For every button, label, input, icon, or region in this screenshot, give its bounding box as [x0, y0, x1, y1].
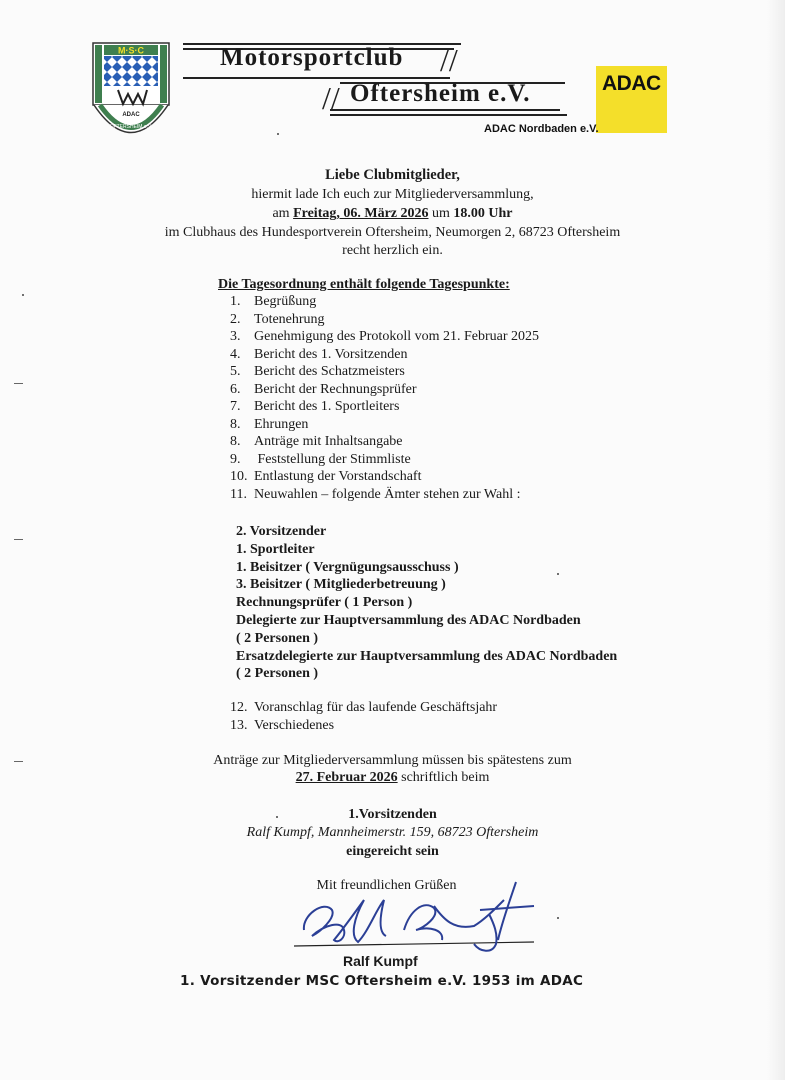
motions-line1: Anträge zur Mitgliederversammlung müssen bis spätestens zum: [213, 753, 572, 768]
agenda-list-continued: [230, 699, 497, 735]
margin-mark: [14, 383, 23, 384]
scan-dot: [557, 917, 559, 919]
adac-region: ADAC Nordbaden e.V.: [484, 123, 599, 135]
office-item: Delegierte zur Hauptversammlung des ADAC Nordbaden: [236, 612, 581, 628]
time-prefix: um: [432, 206, 450, 221]
greeting: Liebe Clubmitglieder,: [325, 167, 460, 183]
offices-list: [236, 523, 617, 683]
recipient-address: Ralf Kumpf, Mannheimerstr. 159, 68723 Oftersheim: [246, 825, 539, 840]
agenda-item: 4. Bericht des 1. Vorsitzenden: [230, 346, 408, 362]
date-prefix: am: [272, 206, 290, 221]
agenda-item: 8. Anträge mit Inhaltsangabe: [230, 434, 403, 449]
agenda-list: [230, 293, 539, 503]
office-item: Rechnungsprüfer ( 1 Person ): [236, 595, 413, 611]
title-rule-mid: [183, 77, 450, 79]
title-slash-1: //: [440, 42, 458, 78]
agenda-item: 7. Bericht des 1. Sportleiters: [230, 399, 400, 414]
msc-club-logo: [92, 42, 170, 142]
office-item: ( 2 Personen ): [236, 666, 319, 682]
club-name-line1: Motorsportclub: [220, 44, 404, 71]
invitation-date-line: [0, 205, 785, 222]
title-rule-bottom2: [330, 114, 567, 116]
club-name-line2: Oftersheim e.V.: [350, 80, 531, 107]
signer-name: Ralf Kumpf: [343, 953, 418, 969]
invitation-line1: hiermit lade Ich euch zur Mitgliederversammlung,: [251, 187, 534, 202]
agenda-item: 9. Feststellung der Stimmliste: [230, 451, 411, 467]
agenda-item: 11. Neuwahlen – folgende Ämter stehen zur Wahl :: [230, 486, 521, 502]
adac-logo: [596, 66, 667, 133]
handwritten-signature: [284, 870, 544, 960]
agenda-item: 10. Entlastung der Vorstandschaft: [230, 469, 422, 484]
page-edge: [767, 0, 785, 1080]
office-item: Ersatzdelegierte zur Hauptversammlung des ADAC Nordbaden: [236, 648, 618, 664]
office-item: 1. Sportleiter: [236, 541, 315, 557]
submitted-text: eingereicht sein: [346, 844, 439, 859]
adac-logo-text: ADAC: [602, 72, 661, 95]
signer-title: 1. Vorsitzender MSC Oftersheim e.V. 1953 im ADAC: [180, 973, 584, 989]
meeting-time: 18.00 Uhr: [453, 206, 513, 221]
agenda-item: 6. Bericht der Rechnungsprüfer: [230, 381, 417, 397]
agenda-item: 13. Verschiedenes: [230, 718, 335, 733]
motions-deadline-line: [0, 769, 785, 786]
agenda-item: 5. Bericht des Schatzmeisters: [230, 364, 405, 379]
agenda-item: 3. Genehmigung des Protokoll vom 21. Februar 2025: [230, 329, 540, 344]
logo-top-text: M·S·C: [118, 45, 144, 56]
title-rule-bottom: [330, 109, 560, 111]
logo-adac-text: ADAC: [122, 112, 140, 118]
scan-dot: [277, 133, 279, 135]
motions-deadline-suffix: schriftlich beim: [401, 770, 490, 785]
margin-mark: [14, 539, 23, 540]
agenda-heading: Die Tagesordnung enthält folgende Tagespunkte:: [218, 277, 510, 292]
office-item: 3. Beisitzer ( Mitgliederbetreuung ): [236, 577, 446, 593]
meeting-location: im Clubhaus des Hundesportverein Oftersheim, Neumorgen 2, 68723 Oftersheim: [164, 225, 621, 240]
agenda-item: 12. Voranschlag für das laufende Geschäftsjahr: [230, 700, 498, 715]
agenda-item: 2. Totenehrung: [230, 311, 325, 327]
agenda-item: 8. Ehrungen: [230, 416, 309, 432]
agenda-item: 1. Begrüßung: [230, 294, 317, 309]
title-slash-2: //: [322, 80, 340, 116]
invitation-closing: recht herzlich ein.: [342, 243, 443, 258]
logo-ring-text: OFTERSHEIM e.V.: [109, 124, 153, 130]
regards: Mit freundlichen Grüßen: [316, 878, 457, 893]
office-item: 1. Beisitzer ( Vergnügungsausschuss ): [236, 559, 459, 575]
office-item: 2. Vorsitzender: [236, 524, 327, 539]
motions-deadline: 27. Februar 2026: [295, 770, 398, 785]
scan-dot: [22, 294, 24, 296]
meeting-date: Freitag, 06. März 2026: [293, 206, 429, 221]
office-item: ( 2 Personen ): [236, 630, 319, 646]
recipient-title: 1.Vorsitzenden: [348, 807, 437, 822]
